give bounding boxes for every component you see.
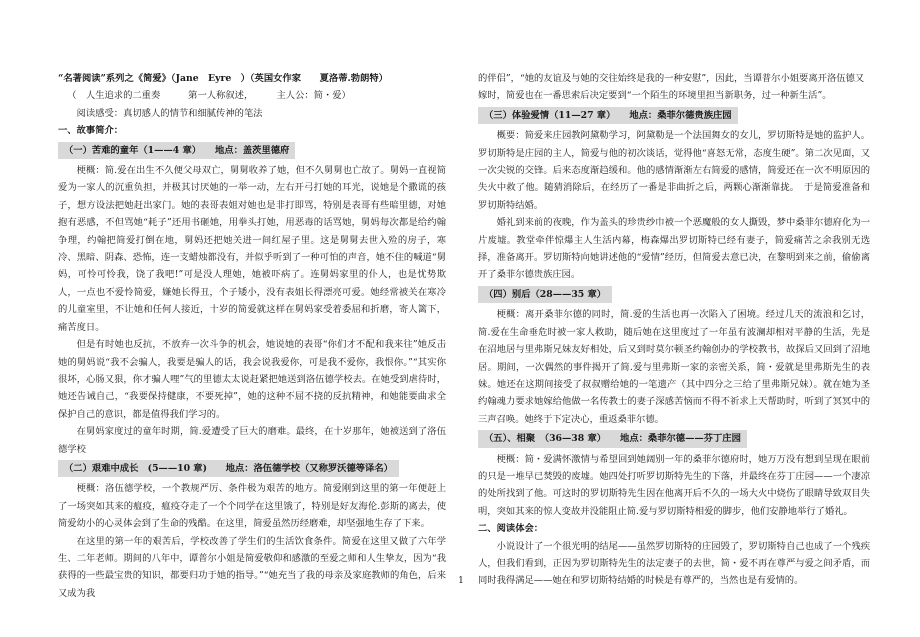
part3-heading xyxy=(478,107,738,124)
part5-heading-text: （五）、相聚 （36—38 章） 地点：桑菲尔德——芬丁庄园 xyxy=(484,433,741,445)
part1-paragraph-3: 在舅妈家度过的童年时期，简.爱遭受了巨大的磨难。最终，在十岁那年，她被送到了洛伍德学校 xyxy=(58,426,446,455)
part4-paragraph-1: 梗概：离开桑菲尔德的同时，简.爱的生活也再一次陷入了困境。经过几天的流浪和乞讨，简.爱在生命垂危时被一家人救助，随后她在这里度过了一年虽有波澜却相对平静的生活，先是在沼地居与里弗斯兄妹友好相处，后又到时莫尔顿圣约翰创办的学校教书，故探后又回到了沼地居。期间，一次偶然的事件揭开了简.爱与里弗斯一家的亲密关系，简・爱就是里弗斯先生的表妹。她还在这期间接受了叔叔赠给她的一笔遗产（其中四分之三给了里弗斯兄妹）。就在她为圣约翰魂力要求她嫁给他做一名传教士的妻子深感苦恼而不得不祈求上天帮助时，听到了冥冥中的三声召唤。她终于下定决心，重返桑菲尔德。 xyxy=(478,309,870,425)
part5-heading xyxy=(478,430,747,447)
part3-heading-text: （三）体验爱情（11—27 章） 地点：桑菲尔德贵族庄园 xyxy=(484,109,732,121)
part2-paragraph-2: 在这里的第一年的艰苦后，学校改善了学生们的生活饮食条件。简爱在这里又做了六年学生、二年老师。期间的八年中，谭普尔小姐是简爱敬仰和感激的至爱之师和人生挚友，因为“我获得的一些最宝贵的知识，都要归功于她的指导。”“她充当了我的母亲及家庭教师的角色，后来又成为我 xyxy=(58,535,446,599)
page-number: 1 xyxy=(458,576,464,586)
continued-paragraph: 的伴侣”，“她的友谊及与她的交往始终是我的一种安慰”，因此，当谭普尔小姐要离开洛伍德又嫁时，简爱也在一番思索后决定要到“一个陌生的环境里担当新职务，过一种新生活”。 xyxy=(478,73,865,102)
part5-paragraph-1: 梗概：简・爱满怀激情与希望回到她阔别一年的桑菲尔德府时，她万万没有想到呈现在眼前的只是一堆早已焚毁的废墟。她四处打听罗切斯特先生的下落，并最终在芬丁庄园——一个凄凉的处所找到了他。可这时的罗切斯特先生因在他离开后不久的一场大火中烧伤了眼睛导致双目失明，突如其来的惊人变故并没能阻止简.爱与罗切斯特相爱的脚步，他们安静地举行了婚礼。 xyxy=(478,453,870,517)
part2-paragraph-1: 梗概：洛伍德学校，一个教规严厉、条件极为艰苦的地方。简爱刚到这里的第一年便赶上了一场突如其来的瘟疫，瘟疫夺走了一个个同学在这里饿了，特别是好友海伦.彭斯的离去，使简爱幼小的心灵体会到了生命的残酷。在这里，简爱虽然历经磨难，却坚强地生存了下来。 xyxy=(58,483,446,530)
part2-heading xyxy=(58,460,399,477)
section-reading-experience: 二、阅读体会： xyxy=(478,523,544,535)
part1-heading-text: （一）苦难的童年（1——4 章） 地点：盖茨里德府 xyxy=(64,144,290,156)
part4-heading-text: （四）别后（28——35 章） xyxy=(484,288,607,300)
part2-heading-text: （二）艰难中成长 (5——10 章) 地点：洛伍德学校（又称罗沃德等译名） xyxy=(64,462,393,474)
right-column xyxy=(478,70,870,590)
section-story-summary: 一、故事简介： xyxy=(58,125,124,137)
reading-feel: 阅读感受：真切感人的情节和细腻传神的笔法 xyxy=(76,107,263,119)
left-column xyxy=(58,70,446,602)
part1-paragraph-2: 但是有时她也反抗，不放弃一次斗争的机会，她说她的表哥“你们才不配和我来往”她反击她的舅妈说“我不会骗人，我要是骗人的话，我会说我爱你，可是我不爱你，我恨你。”“其实你很坏，心肠又狠，你才骗人哩”气的里德太太说赶紧把她送到洛伍德学校去。在她受到虐待时，她还告诫自己，“我要保持健康，不要死掉”，她的这种不屈不挠的反抗精神，和她能要曲求全保护自己的意识，都是值得我们学习的。 xyxy=(58,339,446,420)
document-title: “名著阅读”系列之《简爱》（Jane Eyre ）（英国女作家 夏洛蒂.勃朗特） xyxy=(58,73,388,84)
part3-paragraph-2: 婚礼到来前的夜晚，作为盖头的珍贵纱巾被一个恶魔般的女人撕毁，梦中桑菲尔德府化为一片废墟。教堂牵伴惊爆主人生活内幕，梅森爆出罗切斯特已经有妻子，简爱痛苦之余我别无选择，准备离开。罗切斯特向她讲述他的“爱情”经历，但简爱去意已决，在黎明到来之前，偷偷离开了桑菲尔德贵族庄园。 xyxy=(478,217,870,281)
part1-heading xyxy=(58,142,295,159)
part4-heading xyxy=(478,286,612,303)
part1-paragraph-1: 梗概：简.爱在出生不久便父母双亡，舅舅收养了她，但不久舅舅也亡故了。舅妈一直视简爱为一家人的沉重负担，并极其讨厌她的一举一动，左右开弓打她的耳光，说她是个撒谎的孩子，想方设法把她赶出家门。她的表哥表姐对她也是非打即骂，特别是表哥有些暗里德，对她抱有恶感，不但骂她“耗子”还用书砸她，用拳头打她，用恶毒的话骂她，舅妈每次都是给约翰争理，约翰把简爱打倒在地，舅妈还把她关进一间红屋子里。这是舅舅去世入殓的房子，寒冷、黑暗、阴森、恐怖，连一支蜡烛都没有，并似乎听到了一种可怕的声音，她不住的喊道“舅妈，可怜可怜我，饶了我吧!”可是没人理她，她被吓病了。连舅妈家里的仆人，也是忧势欺人，一点也不爱怜简爱，嫌她长得丑，个子矮小，没有表姐长得漂亮可爱。她经常被关在寒冷的儿童室里，不让她和任何人接近，十岁的简爱就这样在舅妈家受着委屈和折磨，寄人篱下，痛苦度日。 xyxy=(58,165,446,333)
reading-paragraph-1: 小说设计了一个很光明的结尾——虽然罗切斯特的庄园毁了，罗切斯特自己也成了一个残疾人，但我们看到，正因为罗切斯特先生的法定妻子的去世，简・爱不再在尊严与爱之间矛盾，而同时我得满足——她在和罗切斯特结婚的时候是有尊严的，当然也是有爱情的。 xyxy=(478,540,870,587)
document-meta: （ 人生追求的二重奏 第一人称叙述， 主人公：简・爱） xyxy=(67,90,351,102)
part3-paragraph-1: 概要：简爱来庄园教阿黛勒学习，阿黛勒是一个法国舞女的女儿，罗切斯特是她的监护人。罗切斯特是庄园的主人，简爱与他的初次谈话，觉得他“喜怒无常，态度生硬”。第二次见面，又一次尖锐的交锋。后来态度渐趋缓和。他的感情渐渐左右简爱的感情，简爱还在一次不明原因的失火中救了他。随猜消除后，在经历了一番是非曲折之后，两颗心渐渐靠拢。 于是简爱准备和罗切斯特结婚。 xyxy=(478,130,870,211)
